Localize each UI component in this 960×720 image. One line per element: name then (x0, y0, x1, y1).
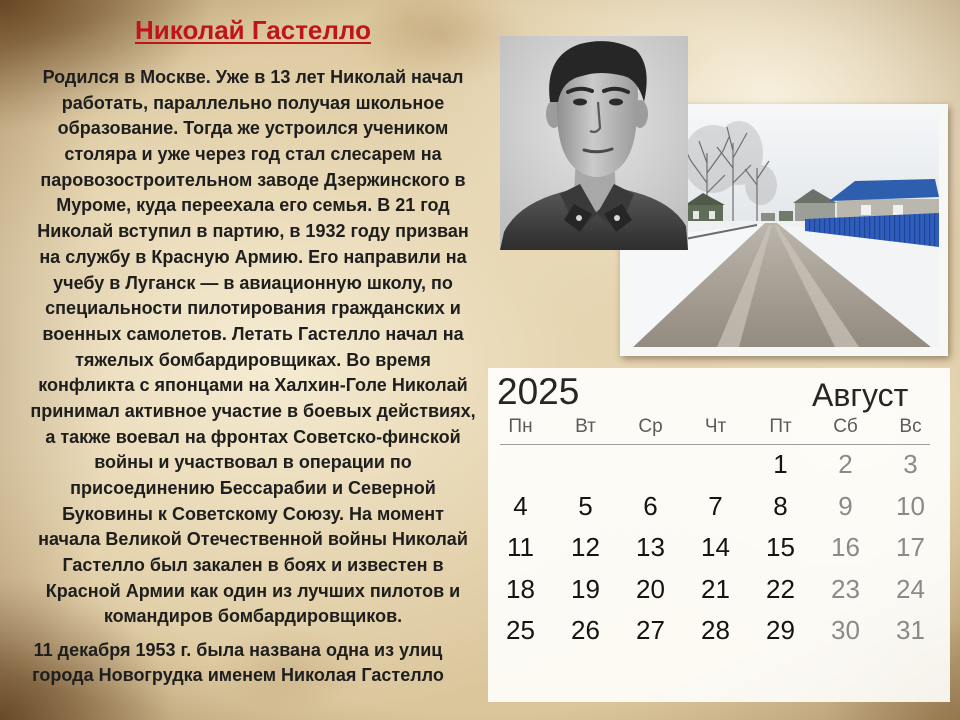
calendar-day: 18 (506, 573, 535, 604)
biography-line: столяра и уже через год стал слесарем на (64, 144, 442, 165)
calendar-day: 29 (766, 615, 795, 645)
biography-line: Красной Армии как один из лучших пилотов и (45, 580, 461, 601)
calendar-day: 6 (643, 490, 658, 521)
calendar-empty-cell (553, 444, 618, 486)
calendar-day: 8 (773, 490, 788, 521)
calendar-day: 13 (636, 532, 665, 562)
biography-line: войны и участвовал в операции по (94, 452, 412, 473)
biography-line: командиров бомбардировщиков. (103, 606, 403, 627)
biography-line: а также воевал на фронтах Советско-финской (45, 426, 461, 447)
calendar-day: 27 (636, 615, 665, 645)
biography-line: образование. Тогда же устроился учеником (57, 118, 449, 139)
eye-right (609, 99, 623, 106)
collar-insignia (576, 215, 582, 221)
biography-line: тяжелых бомбардировщиках. Во время (75, 349, 431, 370)
calendar-day: 16 (831, 532, 860, 562)
calendar-day: 5 (578, 490, 593, 521)
calendar-day: 30 (831, 615, 860, 645)
memorial-line: города Новогрудка именем Николая Гастелло (32, 665, 444, 685)
calendar-day: 1 (773, 449, 788, 479)
calendar-month: Август (812, 377, 909, 413)
weekday-header: Сб (833, 416, 858, 437)
calendar-empty-cell (683, 444, 748, 486)
weekday-header: Пт (769, 416, 792, 437)
biography-line: паровозостроительном заводе Дзержинского в (40, 169, 466, 190)
weekday-header: Вс (899, 416, 922, 437)
biography-line: военных самолетов. Летать Гастелло начал на (42, 323, 464, 344)
calendar-year: 2025 (497, 371, 580, 412)
eye-left (573, 99, 587, 106)
biography-line: работать, параллельно получая школьное (61, 92, 445, 113)
biography-line: принимал активное участие в боевых действиях, (30, 400, 476, 421)
calendar-day: 20 (636, 573, 665, 604)
memorial-text (8, 638, 468, 688)
biography-line: Гастелло был закален в боях и известен в (62, 555, 444, 576)
calendar-day: 21 (701, 573, 730, 604)
calendar-day: 22 (766, 573, 795, 604)
calendar-day: 15 (766, 532, 795, 562)
weekday-header: Вт (575, 416, 596, 437)
biography-line: на службу в Красную Армию. Его направили на (39, 246, 467, 267)
weekday-header: Ср (638, 416, 663, 437)
calendar-day: 7 (708, 490, 723, 521)
biography-line: Николай вступил в партию, в 1932 году призван (37, 221, 469, 242)
calendar-empty-cell (618, 444, 683, 486)
biography-text (23, 65, 483, 630)
calendar-day: 26 (571, 615, 600, 645)
biography-line: конфликта с японцами на Халхин-Голе Николай (38, 375, 468, 396)
calendar-day: 28 (701, 615, 730, 645)
collar-insignia (614, 215, 620, 221)
biography-line: специальности пилотирования гражданских и (45, 298, 461, 319)
biography-line: присоединению Бессарабии и Северной (70, 478, 436, 498)
biography-line: Буковины к Советскому Союзу. На момент (62, 503, 444, 524)
weekday-header-row (488, 410, 943, 444)
biography-line: Муроме, куда переехала его семья. В 21 год (56, 195, 450, 216)
calendar-day: 17 (896, 532, 925, 562)
biography-line: Родился в Москве. Уже в 13 лет Николай начал (42, 67, 464, 87)
calendar-day: 11 (507, 532, 534, 562)
calendar-empty-cell (488, 444, 553, 486)
calendar-day: 31 (896, 615, 925, 645)
calendar-day: 14 (701, 532, 730, 562)
calendar-day: 9 (838, 490, 853, 521)
calendar-day: 10 (896, 490, 925, 521)
calendar-day: 12 (571, 532, 600, 562)
memorial-line: 11 декабря 1953 г. была названа одна из улиц (33, 640, 443, 660)
weekday-header: Чт (704, 416, 727, 437)
calendar-day: 3 (903, 449, 918, 479)
calendar-day: 23 (831, 573, 860, 604)
weekday-header: Пн (508, 416, 533, 437)
portrait-drawing (500, 36, 688, 250)
calendar-day: 19 (571, 573, 600, 604)
calendar-day: 2 (838, 449, 853, 479)
biography-line: начала Великой Отечественной войны Николай (38, 529, 468, 550)
biography-line: учебу в Луганск — в авиационную школу, по (53, 272, 453, 293)
calendar-day: 4 (513, 490, 528, 521)
calendar-day: 25 (506, 615, 535, 645)
calendar (488, 368, 950, 702)
portrait-photo (500, 36, 688, 250)
calendar-day: 24 (896, 573, 925, 604)
calendar-days-grid (488, 444, 943, 652)
page-title: Николай Гастелло (135, 15, 371, 45)
